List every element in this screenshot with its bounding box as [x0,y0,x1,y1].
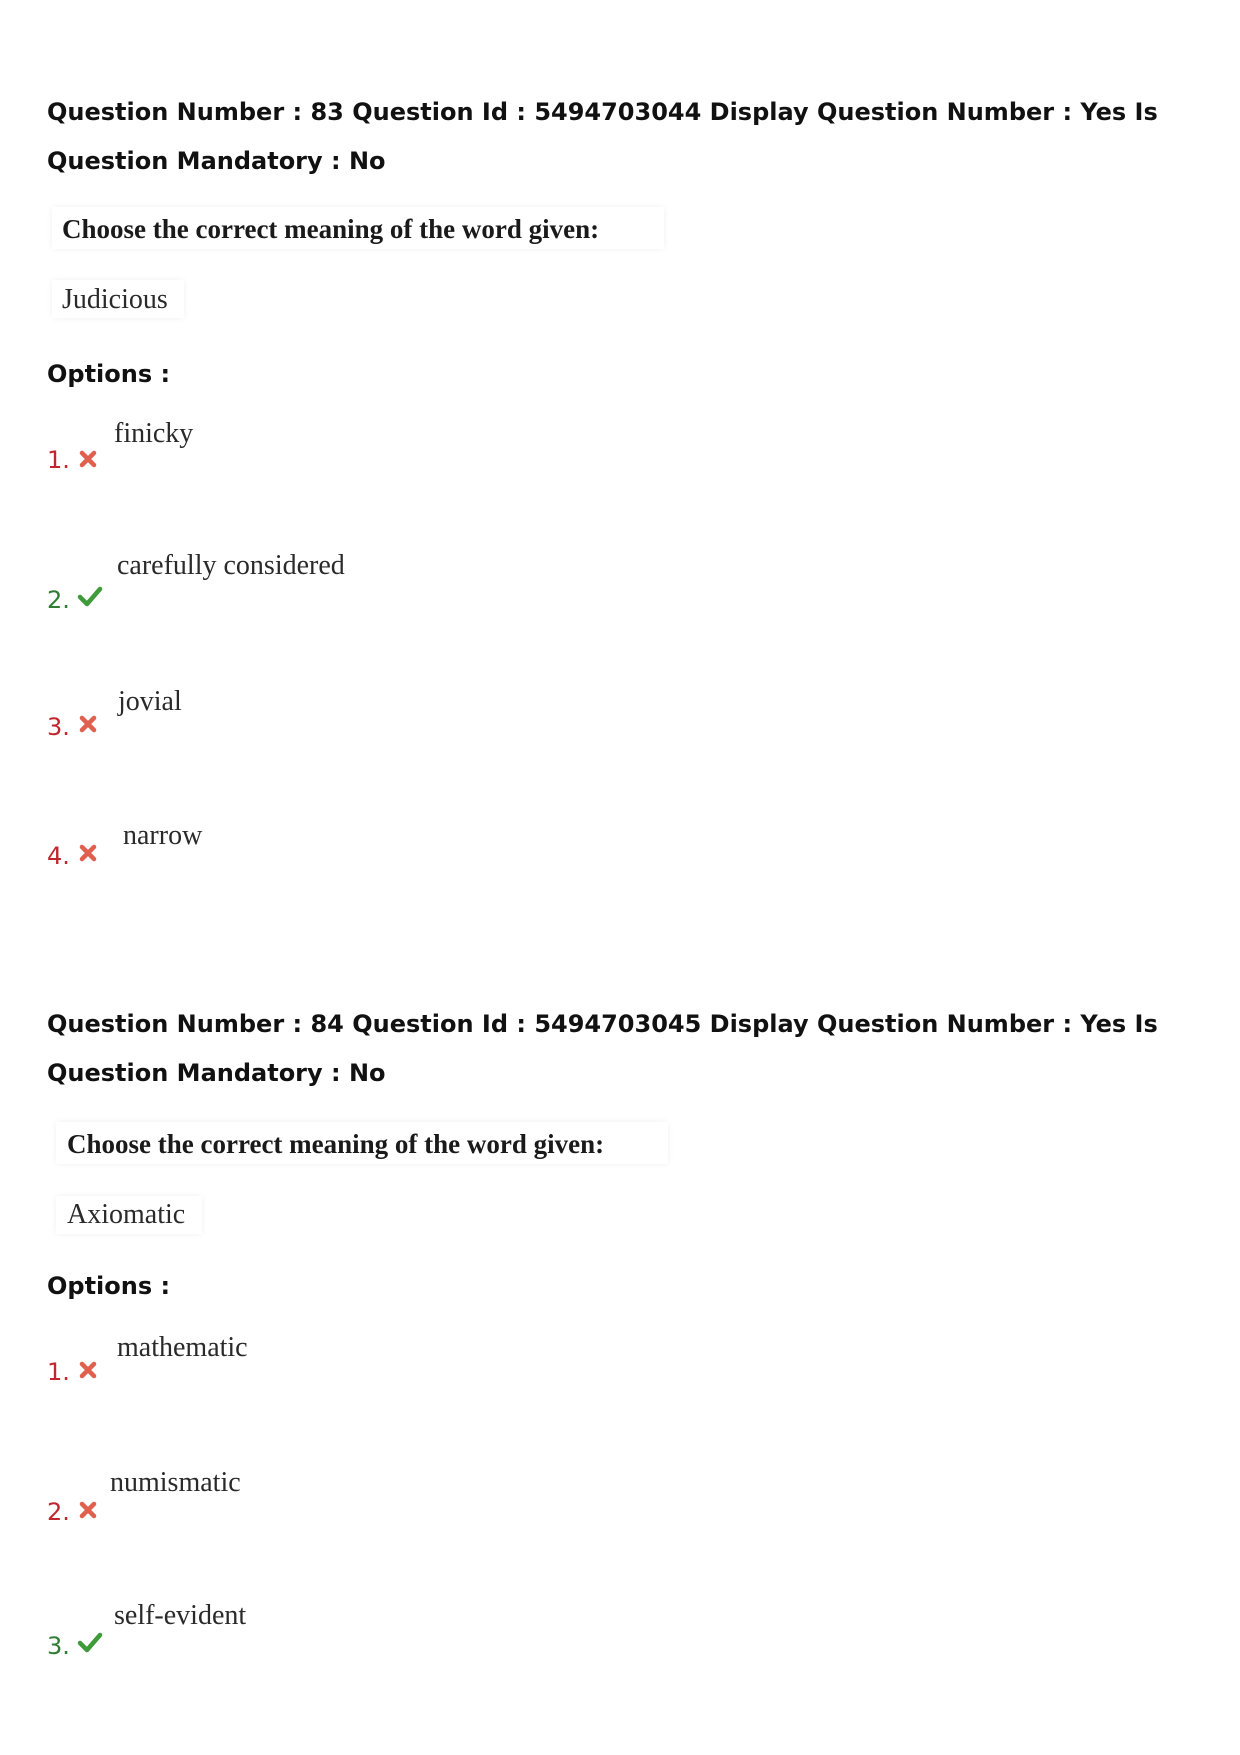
option-number: 2. [47,1498,70,1526]
option-number: 4. [47,842,70,870]
options-label: Options : [47,1272,171,1300]
option-text: numismatic [110,1467,241,1498]
question-word: Axiomatic [67,1199,186,1230]
option-number: 3. [47,713,70,741]
option-text: narrow [123,820,203,851]
question-header: Question Number : 84 Question Id : 5494703045 Display Question Number : Yes Is Question Mandatory : No [47,1010,1158,1087]
question-word: Judicious [62,284,168,315]
option-number: 3. [47,1632,70,1660]
cross-icon [77,1359,99,1381]
question-header: Question Number : 83 Question Id : 5494703044 Display Question Number : Yes Is Question Mandatory : No [47,98,1158,175]
option-number: 2. [47,586,70,614]
check-icon [77,1631,103,1653]
check-icon [77,585,103,607]
option-text: finicky [114,418,194,449]
cross-icon [77,713,99,735]
question-instruction: Choose the correct meaning of the word given: [62,214,600,244]
option-text: jovial [118,686,182,717]
option-text: carefully considered [117,550,345,581]
question-instruction: Choose the correct meaning of the word given: [67,1129,605,1159]
options-label: Options : [47,360,171,388]
option-number: 1. [47,1358,70,1386]
cross-icon [77,842,99,864]
cross-icon [77,1499,99,1521]
cross-icon [77,448,99,470]
option-text: self-evident [114,1600,247,1631]
option-number: 1. [47,446,70,474]
option-text: mathematic [117,1332,248,1363]
